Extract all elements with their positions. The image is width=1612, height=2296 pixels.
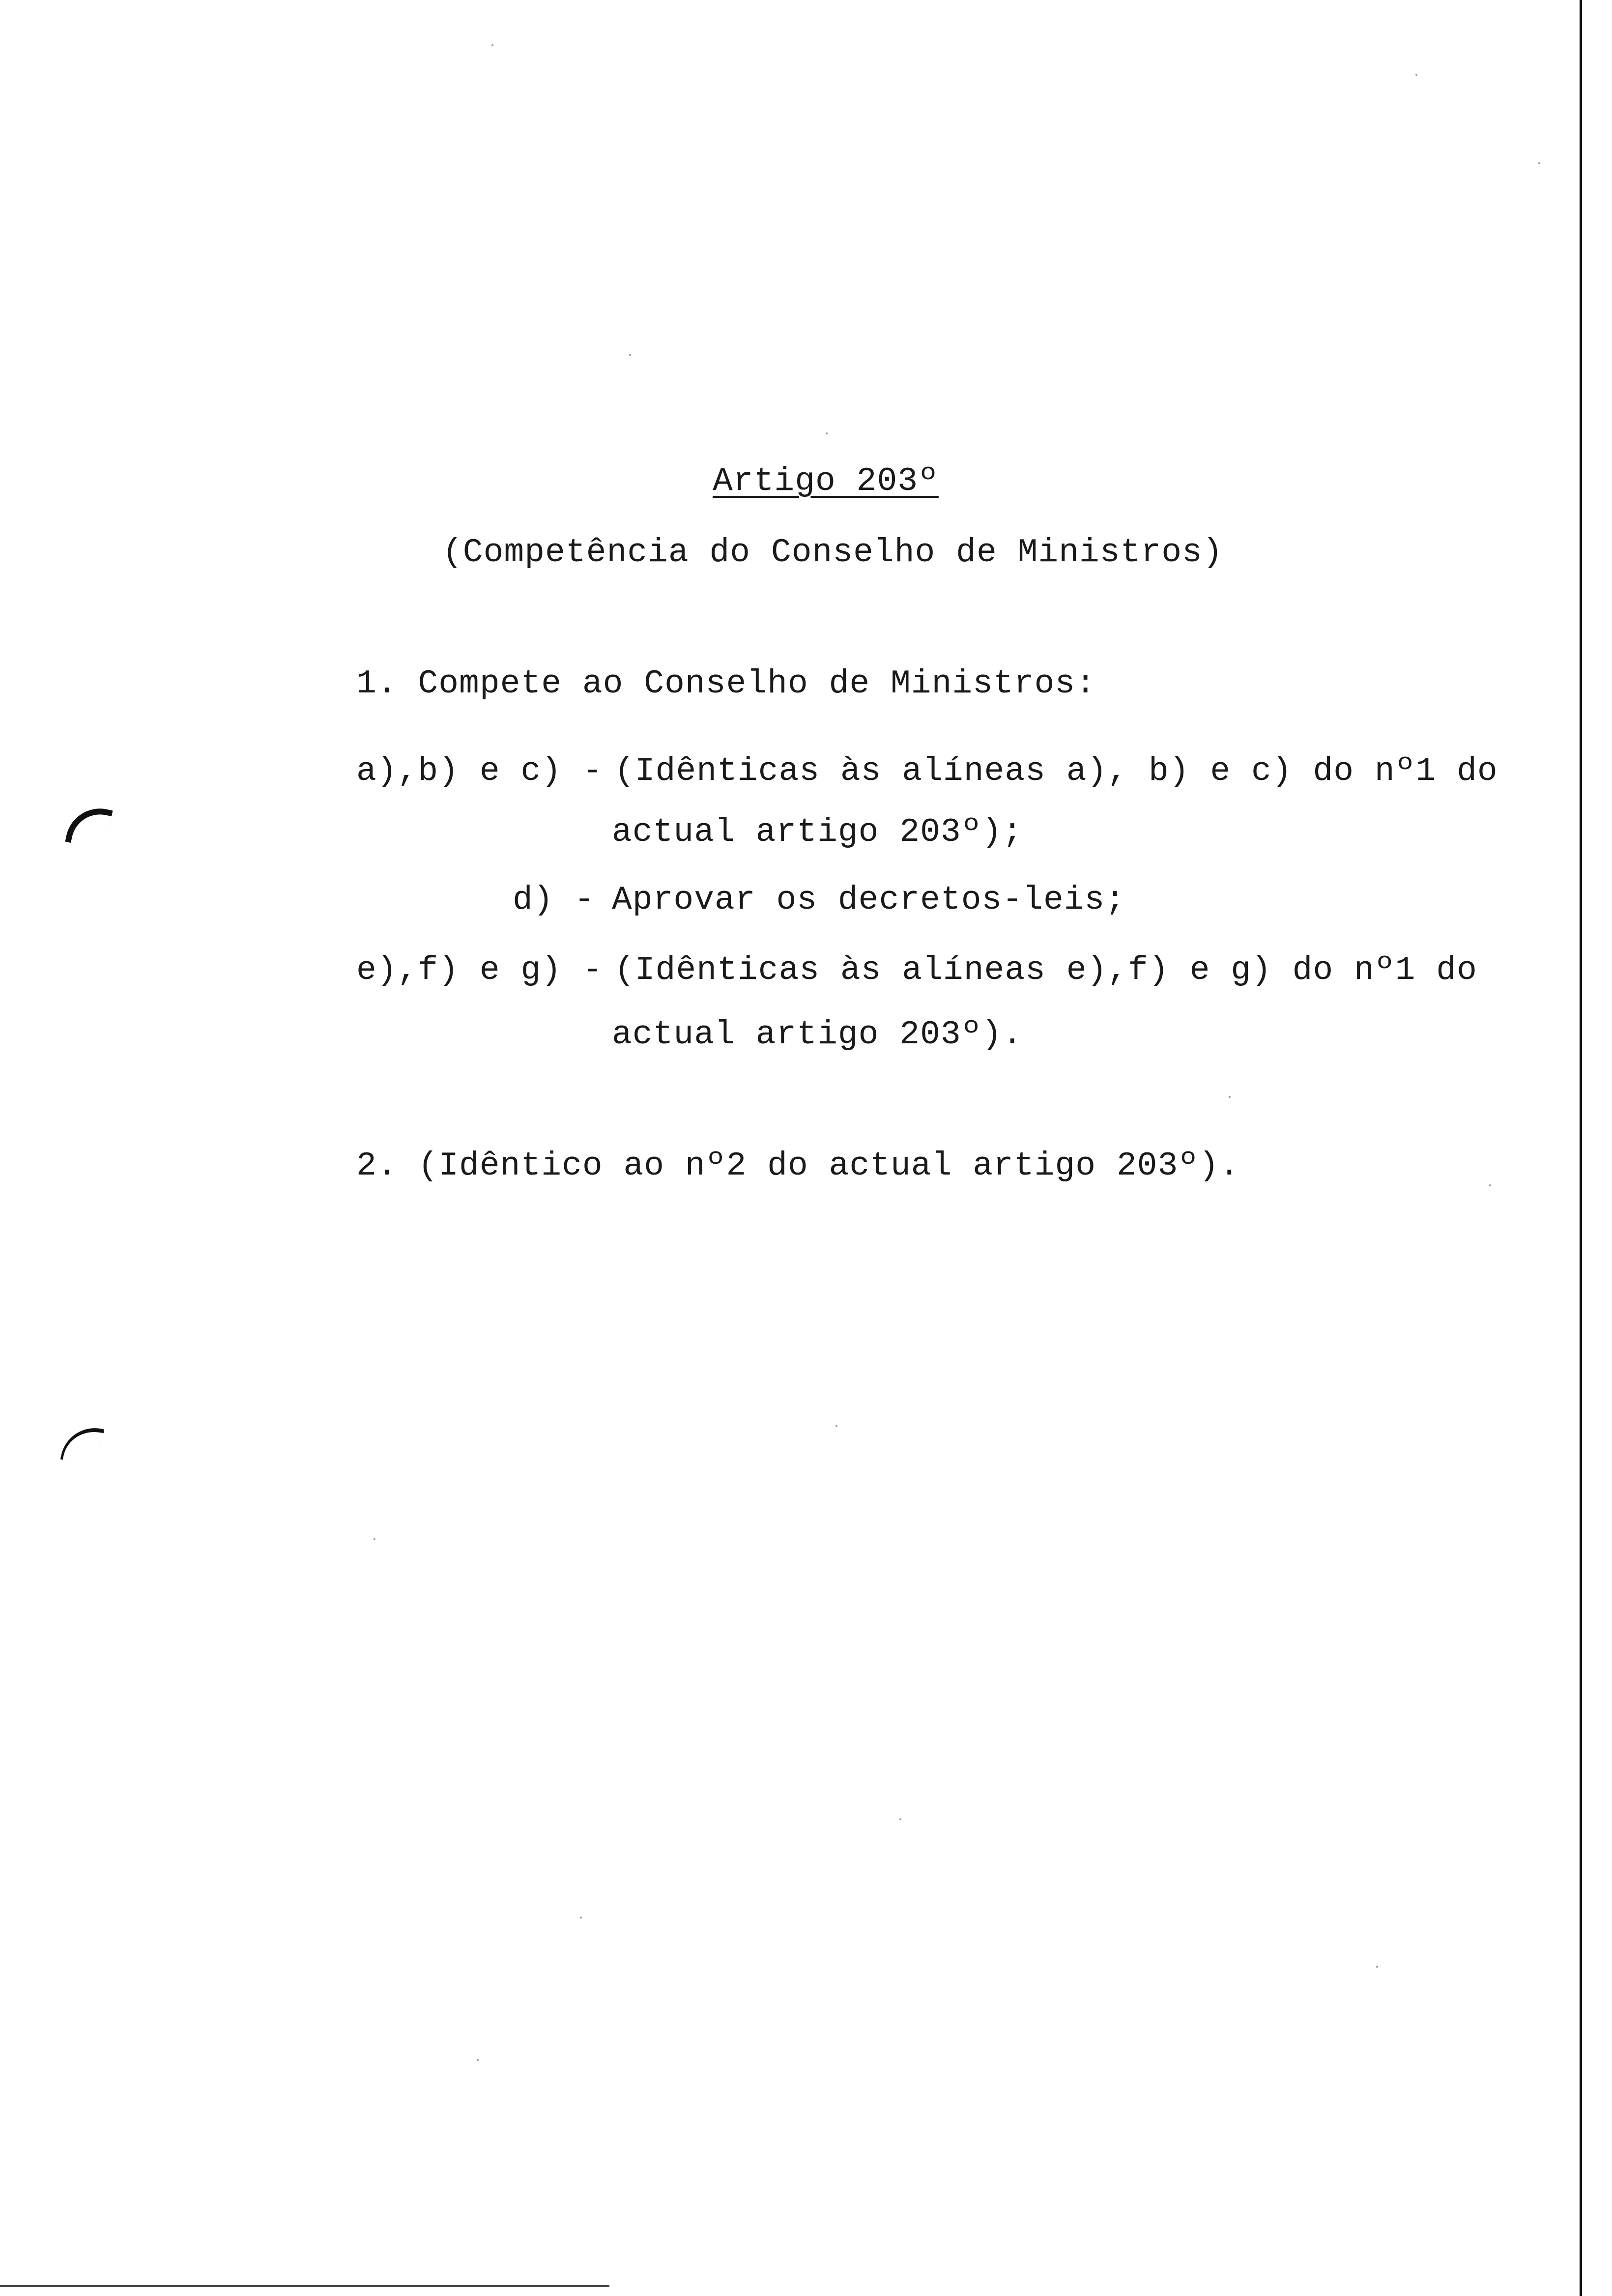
item-efg-text: (Idênticas às alíneas e),f) e g) do nº1 do (614, 951, 1477, 989)
scan-speck (374, 1538, 375, 1540)
item-d-text: Aprovar os decretos-leis; (612, 881, 1126, 919)
punch-hole-mark-icon (60, 1422, 105, 1467)
page-edge-border (1580, 0, 1582, 2296)
article-heading: Artigo 203º (713, 462, 939, 500)
paragraph-2: 2. (Idêntico ao nº2 do actual artigo 203º). (356, 1147, 1240, 1185)
scan-speck (1489, 1184, 1491, 1186)
scan-speck (835, 1425, 837, 1427)
item-efg-text-continued: actual artigo 203º). (612, 1016, 1023, 1054)
punch-hole-mark-icon (65, 802, 113, 850)
scan-speck (1415, 74, 1417, 76)
scan-speck (477, 2059, 479, 2061)
item-efg-label: e),f) e g) - (356, 951, 603, 989)
scan-speck (629, 354, 631, 356)
item-abc-text: (Idênticas às alíneas a), b) e c) do nº1 do (614, 752, 1498, 790)
scan-speck (899, 1818, 901, 1820)
item-d-label: d) - (513, 881, 595, 919)
scan-speck (491, 44, 493, 46)
scan-speck (1538, 162, 1540, 164)
scan-speck (826, 432, 828, 434)
page-bottom-edge (0, 2285, 609, 2287)
item-abc-text-continued: actual artigo 203º); (612, 813, 1023, 851)
paragraph-1: 1. Compete ao Conselho de Ministros: (356, 665, 1096, 703)
item-abc-label: a),b) e c) - (356, 752, 603, 790)
scan-speck (1229, 1096, 1231, 1098)
scan-speck (1376, 1966, 1378, 1968)
article-subheading: (Competência do Conselho de Ministros) (442, 534, 1223, 572)
scan-speck (580, 1917, 582, 1919)
